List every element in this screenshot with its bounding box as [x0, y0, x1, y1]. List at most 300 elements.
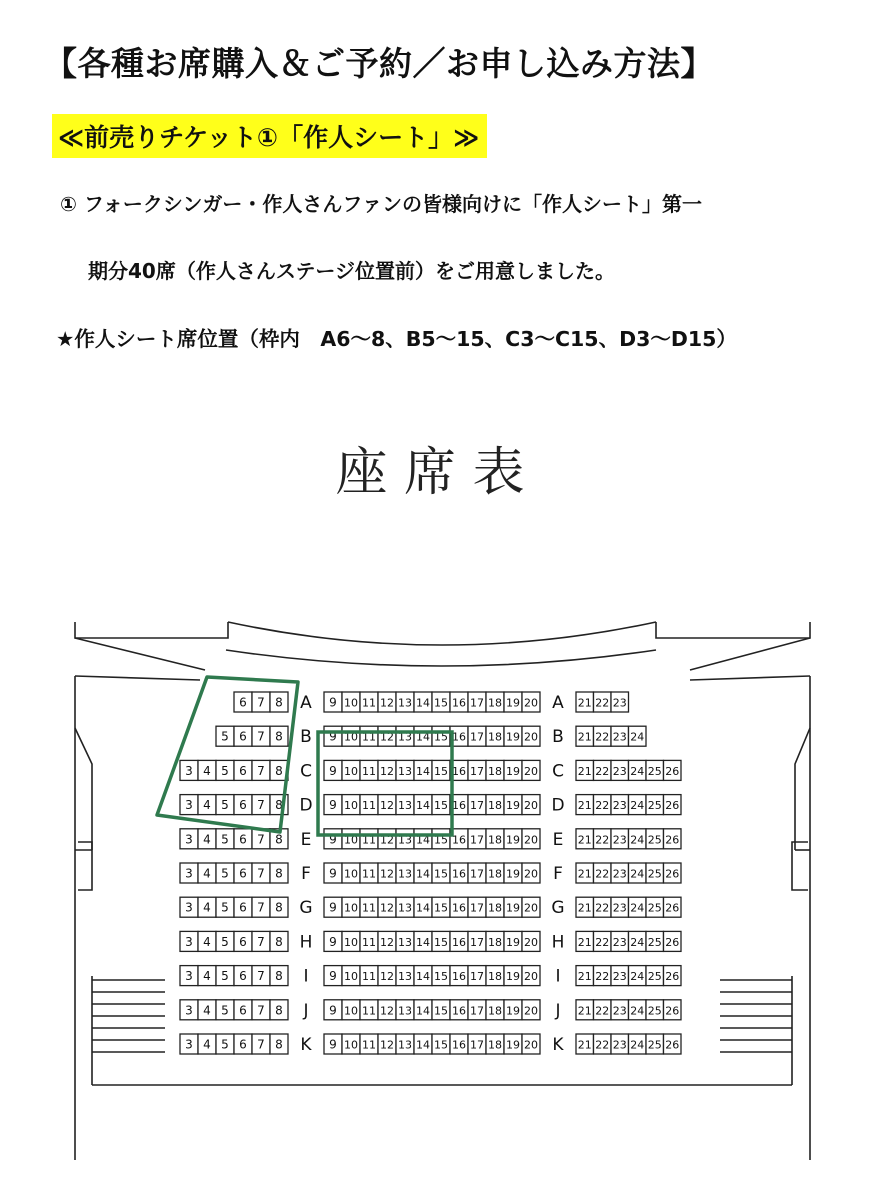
svg-text:4: 4	[203, 798, 211, 813]
svg-text:13: 13	[398, 833, 412, 847]
seat-i-18	[486, 966, 504, 986]
seat-row-i	[180, 966, 681, 987]
seat-g-24	[629, 897, 647, 917]
svg-text:19: 19	[506, 833, 520, 847]
seat-d-10	[342, 795, 360, 815]
seat-g-19	[504, 897, 522, 917]
seat-c-7	[252, 760, 270, 780]
svg-text:14: 14	[416, 696, 430, 710]
row-label-left: A	[300, 693, 312, 713]
seat-i-25	[646, 966, 664, 986]
svg-text:20: 20	[524, 970, 538, 984]
seating-chart	[0, 380, 884, 1160]
seat-d-6	[234, 795, 252, 815]
svg-text:15: 15	[434, 970, 448, 984]
seat-e-23	[611, 829, 629, 849]
description-line-2: 期分40席（作人さんステージ位置前）をご用意しました。	[88, 259, 616, 283]
seat-row-b	[216, 726, 646, 747]
svg-text:12: 12	[380, 764, 394, 778]
svg-text:24: 24	[630, 935, 645, 949]
seat-d-19	[504, 795, 522, 815]
svg-text:17: 17	[470, 833, 484, 847]
seat-g-15	[432, 897, 450, 917]
seat-c-9	[324, 760, 342, 780]
svg-text:3: 3	[185, 798, 193, 813]
seat-i-9	[324, 966, 342, 986]
svg-text:19: 19	[506, 730, 520, 744]
svg-text:7: 7	[257, 832, 265, 847]
svg-text:3: 3	[185, 900, 193, 915]
seat-h-4	[198, 931, 216, 951]
seat-c-23	[611, 760, 629, 780]
seat-k-8	[270, 1034, 288, 1054]
svg-text:21: 21	[577, 730, 592, 744]
seat-j-26	[664, 1000, 682, 1020]
svg-text:18: 18	[488, 696, 502, 710]
row-label-left: J	[303, 1000, 309, 1021]
svg-text:20: 20	[524, 1004, 538, 1018]
seat-e-3	[180, 829, 198, 849]
seat-f-18	[486, 863, 504, 883]
svg-text:18: 18	[488, 730, 502, 744]
svg-text:4: 4	[203, 866, 211, 881]
seat-b-24	[629, 726, 647, 746]
seat-h-26	[664, 931, 682, 951]
svg-text:21: 21	[577, 867, 592, 881]
svg-text:25: 25	[647, 799, 662, 813]
svg-text:22: 22	[595, 935, 610, 949]
svg-text:17: 17	[470, 730, 484, 744]
seat-rows	[180, 692, 681, 1055]
svg-text:10: 10	[344, 730, 358, 744]
seat-k-25	[646, 1034, 664, 1054]
seat-j-12	[378, 1000, 396, 1020]
seat-k-18	[486, 1034, 504, 1054]
seat-h-17	[468, 931, 486, 951]
seat-k-24	[629, 1034, 647, 1054]
svg-text:24: 24	[630, 970, 645, 984]
svg-text:5: 5	[221, 900, 229, 915]
svg-text:12: 12	[380, 970, 394, 984]
svg-text:9: 9	[329, 900, 337, 915]
seat-b-7	[252, 726, 270, 746]
row-label-right: D	[551, 795, 565, 816]
seat-d-5	[216, 795, 234, 815]
svg-text:9: 9	[329, 1037, 337, 1052]
svg-text:16: 16	[452, 833, 466, 847]
seat-d-9	[324, 795, 342, 815]
seat-e-24	[629, 829, 647, 849]
seat-d-7	[252, 795, 270, 815]
row-label-right: F	[553, 864, 563, 884]
svg-text:8: 8	[275, 832, 283, 847]
svg-text:26: 26	[665, 970, 680, 984]
svg-text:23: 23	[612, 764, 627, 778]
svg-text:5: 5	[221, 969, 229, 984]
seat-g-23	[611, 897, 629, 917]
seat-k-6	[234, 1034, 252, 1054]
svg-text:4: 4	[203, 832, 211, 847]
seat-c-12	[378, 760, 396, 780]
svg-text:9: 9	[329, 866, 337, 881]
svg-text:10: 10	[344, 901, 358, 915]
svg-text:18: 18	[488, 867, 502, 881]
svg-text:10: 10	[344, 696, 358, 710]
seat-c-26	[664, 760, 682, 780]
svg-text:25: 25	[647, 764, 662, 778]
svg-text:12: 12	[380, 901, 394, 915]
svg-text:11: 11	[362, 867, 376, 881]
svg-text:7: 7	[257, 729, 265, 744]
seat-b-11	[360, 726, 378, 746]
svg-text:9: 9	[329, 729, 337, 744]
svg-text:14: 14	[416, 970, 430, 984]
seat-g-18	[486, 897, 504, 917]
svg-text:6: 6	[239, 798, 247, 813]
svg-text:5: 5	[221, 1003, 229, 1018]
seat-h-22	[594, 931, 612, 951]
seat-e-21	[576, 829, 594, 849]
svg-text:15: 15	[434, 833, 448, 847]
seat-e-26	[664, 829, 682, 849]
seat-d-4	[198, 795, 216, 815]
seat-b-23	[611, 726, 629, 746]
section-subtitle: ≪前売りチケット①「作人シート」≫	[52, 114, 487, 158]
svg-text:8: 8	[275, 729, 283, 744]
seat-row-g	[180, 897, 681, 918]
seat-g-20	[522, 897, 540, 917]
svg-text:5: 5	[221, 763, 229, 778]
seat-h-24	[629, 931, 647, 951]
svg-text:19: 19	[506, 901, 520, 915]
seat-j-5	[216, 1000, 234, 1020]
seat-h-6	[234, 931, 252, 951]
seat-f-16	[450, 863, 468, 883]
svg-text:26: 26	[665, 935, 680, 949]
seat-i-7	[252, 966, 270, 986]
seat-d-18	[486, 795, 504, 815]
seat-g-22	[594, 897, 612, 917]
seat-a-10	[342, 692, 360, 712]
seat-i-16	[450, 966, 468, 986]
svg-text:13: 13	[398, 1004, 412, 1018]
svg-text:8: 8	[275, 798, 283, 813]
seat-e-11	[360, 829, 378, 849]
seat-g-10	[342, 897, 360, 917]
svg-text:15: 15	[434, 867, 448, 881]
seat-g-4	[198, 897, 216, 917]
seat-f-3	[180, 863, 198, 883]
seat-i-24	[629, 966, 647, 986]
row-label-right: G	[551, 898, 565, 919]
svg-text:22: 22	[595, 867, 610, 881]
svg-text:6: 6	[239, 866, 247, 881]
svg-text:12: 12	[380, 935, 394, 949]
svg-text:4: 4	[203, 934, 211, 949]
seat-b-12	[378, 726, 396, 746]
seat-e-18	[486, 829, 504, 849]
svg-text:11: 11	[362, 730, 376, 744]
svg-text:7: 7	[257, 695, 265, 710]
description-line-1: ① フォークシンガー・作人さんファンの皆様向けに「作人シート」第一	[60, 192, 702, 216]
svg-text:10: 10	[344, 867, 358, 881]
svg-text:6: 6	[239, 934, 247, 949]
row-label-left: G	[299, 898, 313, 919]
seat-j-25	[646, 1000, 664, 1020]
seat-a-11	[360, 692, 378, 712]
seat-f-20	[522, 863, 540, 883]
svg-text:4: 4	[203, 763, 211, 778]
svg-text:14: 14	[416, 764, 430, 778]
svg-text:16: 16	[452, 730, 466, 744]
seat-e-22	[594, 829, 612, 849]
seat-c-25	[646, 760, 664, 780]
seat-k-3	[180, 1034, 198, 1054]
seat-g-13	[396, 897, 414, 917]
svg-text:3: 3	[185, 866, 193, 881]
seat-j-19	[504, 1000, 522, 1020]
svg-text:12: 12	[380, 867, 394, 881]
seat-h-19	[504, 931, 522, 951]
svg-text:18: 18	[488, 1038, 502, 1052]
svg-text:22: 22	[595, 764, 610, 778]
seat-d-12	[378, 795, 396, 815]
svg-text:20: 20	[524, 1038, 538, 1052]
seat-k-5	[216, 1034, 234, 1054]
svg-text:22: 22	[595, 833, 610, 847]
seat-c-20	[522, 760, 540, 780]
seat-f-26	[664, 863, 682, 883]
row-label-left: I	[303, 966, 309, 987]
seat-d-21	[576, 795, 594, 815]
seat-h-12	[378, 931, 396, 951]
seat-c-19	[504, 760, 522, 780]
seat-k-9	[324, 1034, 342, 1054]
seat-i-3	[180, 966, 198, 986]
svg-text:6: 6	[239, 1037, 247, 1052]
svg-text:15: 15	[434, 764, 448, 778]
seat-j-13	[396, 1000, 414, 1020]
svg-text:16: 16	[452, 764, 466, 778]
svg-text:4: 4	[203, 1003, 211, 1018]
svg-text:25: 25	[647, 1038, 662, 1052]
svg-text:13: 13	[398, 799, 412, 813]
seat-c-3	[180, 760, 198, 780]
seat-d-17	[468, 795, 486, 815]
svg-text:8: 8	[275, 900, 283, 915]
seat-i-17	[468, 966, 486, 986]
seat-f-15	[432, 863, 450, 883]
seat-b-5	[216, 726, 234, 746]
svg-text:14: 14	[416, 867, 430, 881]
svg-text:23: 23	[612, 696, 627, 710]
seat-d-11	[360, 795, 378, 815]
svg-text:18: 18	[488, 935, 502, 949]
svg-text:20: 20	[524, 799, 538, 813]
seat-f-25	[646, 863, 664, 883]
svg-text:22: 22	[595, 730, 610, 744]
svg-text:3: 3	[185, 934, 193, 949]
seat-f-7	[252, 863, 270, 883]
svg-text:18: 18	[488, 970, 502, 984]
svg-text:13: 13	[398, 867, 412, 881]
seat-j-9	[324, 1000, 342, 1020]
svg-text:19: 19	[506, 696, 520, 710]
svg-text:15: 15	[434, 730, 448, 744]
row-label-right: J	[555, 1000, 561, 1021]
svg-text:14: 14	[416, 833, 430, 847]
svg-text:7: 7	[257, 763, 265, 778]
seat-j-14	[414, 1000, 432, 1020]
svg-text:12: 12	[380, 799, 394, 813]
svg-text:17: 17	[470, 867, 484, 881]
svg-text:7: 7	[257, 866, 265, 881]
svg-text:8: 8	[275, 695, 283, 710]
seat-i-22	[594, 966, 612, 986]
svg-text:6: 6	[239, 729, 247, 744]
svg-text:15: 15	[434, 935, 448, 949]
svg-text:7: 7	[257, 1037, 265, 1052]
seat-k-14	[414, 1034, 432, 1054]
svg-text:22: 22	[595, 1004, 610, 1018]
seat-b-10	[342, 726, 360, 746]
svg-text:19: 19	[506, 1038, 520, 1052]
svg-text:5: 5	[221, 934, 229, 949]
svg-text:17: 17	[470, 764, 484, 778]
seat-f-4	[198, 863, 216, 883]
seat-c-11	[360, 760, 378, 780]
seat-h-3	[180, 931, 198, 951]
svg-text:11: 11	[362, 833, 376, 847]
svg-text:13: 13	[398, 901, 412, 915]
seat-k-11	[360, 1034, 378, 1054]
svg-text:13: 13	[398, 730, 412, 744]
seat-b-19	[504, 726, 522, 746]
svg-text:10: 10	[344, 1004, 358, 1018]
svg-text:20: 20	[524, 901, 538, 915]
seat-a-16	[450, 692, 468, 712]
svg-text:15: 15	[434, 799, 448, 813]
seat-b-15	[432, 726, 450, 746]
seat-i-6	[234, 966, 252, 986]
seat-h-15	[432, 931, 450, 951]
seat-j-17	[468, 1000, 486, 1020]
row-label-left: F	[301, 864, 311, 884]
svg-text:8: 8	[275, 934, 283, 949]
seat-f-19	[504, 863, 522, 883]
svg-text:6: 6	[239, 763, 247, 778]
seat-d-15	[432, 795, 450, 815]
svg-text:7: 7	[257, 798, 265, 813]
svg-text:11: 11	[362, 970, 376, 984]
seat-a-13	[396, 692, 414, 712]
seat-g-3	[180, 897, 198, 917]
seat-g-11	[360, 897, 378, 917]
seat-f-9	[324, 863, 342, 883]
svg-text:16: 16	[452, 970, 466, 984]
svg-text:23: 23	[612, 1038, 627, 1052]
seat-h-9	[324, 931, 342, 951]
seat-a-8	[270, 692, 288, 712]
svg-text:20: 20	[524, 833, 538, 847]
seat-f-22	[594, 863, 612, 883]
svg-text:25: 25	[647, 935, 662, 949]
svg-text:6: 6	[239, 1003, 247, 1018]
row-label-right: I	[555, 966, 561, 987]
seat-k-4	[198, 1034, 216, 1054]
svg-text:3: 3	[185, 1003, 193, 1018]
seat-h-25	[646, 931, 664, 951]
seat-f-8	[270, 863, 288, 883]
svg-text:23: 23	[612, 1004, 627, 1018]
seat-a-17	[468, 692, 486, 712]
seat-i-8	[270, 966, 288, 986]
svg-text:11: 11	[362, 1004, 376, 1018]
svg-text:10: 10	[344, 935, 358, 949]
svg-text:12: 12	[380, 730, 394, 744]
svg-text:17: 17	[470, 901, 484, 915]
svg-text:10: 10	[344, 833, 358, 847]
svg-text:5: 5	[221, 798, 229, 813]
seat-h-14	[414, 931, 432, 951]
svg-text:19: 19	[506, 799, 520, 813]
seat-j-15	[432, 1000, 450, 1020]
seat-g-12	[378, 897, 396, 917]
svg-text:20: 20	[524, 867, 538, 881]
seat-a-14	[414, 692, 432, 712]
svg-text:25: 25	[647, 867, 662, 881]
seat-k-23	[611, 1034, 629, 1054]
seat-d-20	[522, 795, 540, 815]
seat-h-10	[342, 931, 360, 951]
seat-h-8	[270, 931, 288, 951]
seat-g-26	[664, 897, 682, 917]
svg-text:15: 15	[434, 1038, 448, 1052]
seat-c-14	[414, 760, 432, 780]
svg-text:18: 18	[488, 901, 502, 915]
seat-g-14	[414, 897, 432, 917]
seat-h-16	[450, 931, 468, 951]
svg-text:21: 21	[577, 1038, 592, 1052]
svg-text:26: 26	[665, 1004, 680, 1018]
svg-text:13: 13	[398, 764, 412, 778]
svg-text:24: 24	[630, 730, 645, 744]
seat-c-18	[486, 760, 504, 780]
seat-g-6	[234, 897, 252, 917]
seat-c-13	[396, 760, 414, 780]
svg-text:11: 11	[362, 799, 376, 813]
seat-k-7	[252, 1034, 270, 1054]
seat-b-22	[594, 726, 612, 746]
seat-g-16	[450, 897, 468, 917]
svg-text:18: 18	[488, 833, 502, 847]
seat-d-25	[646, 795, 664, 815]
seat-c-15	[432, 760, 450, 780]
seat-row-h	[180, 931, 681, 952]
seat-row-d	[180, 795, 681, 816]
seat-e-15	[432, 829, 450, 849]
svg-text:6: 6	[239, 832, 247, 847]
svg-text:3: 3	[185, 1037, 193, 1052]
svg-text:11: 11	[362, 901, 376, 915]
row-label-left: K	[300, 1035, 312, 1055]
seat-d-23	[611, 795, 629, 815]
seat-h-13	[396, 931, 414, 951]
seat-j-22	[594, 1000, 612, 1020]
svg-text:12: 12	[380, 1038, 394, 1052]
svg-text:15: 15	[434, 696, 448, 710]
svg-text:4: 4	[203, 969, 211, 984]
